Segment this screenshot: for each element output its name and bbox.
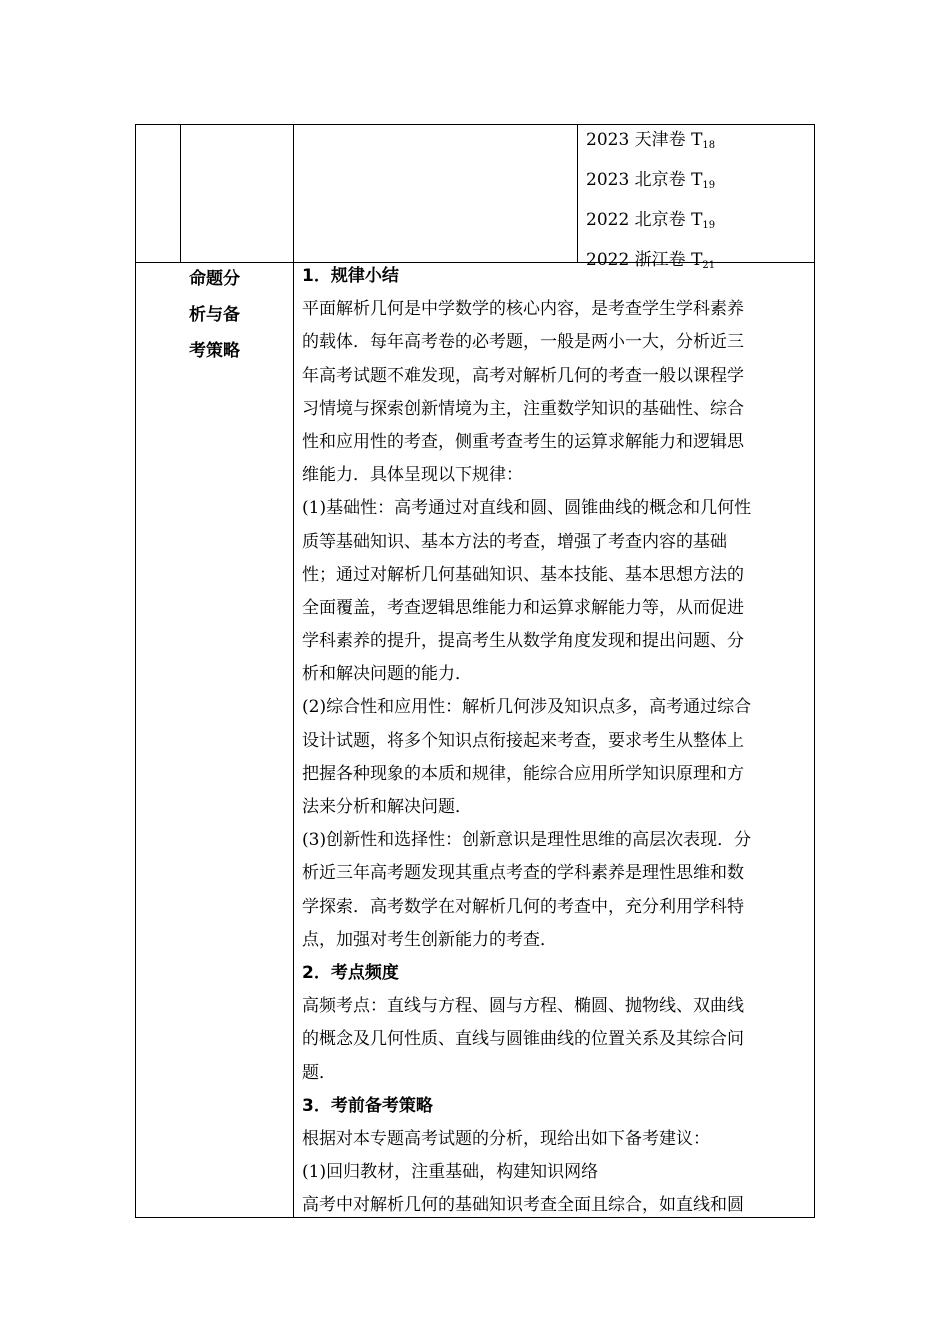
- paragraph-line: 题．: [302, 1062, 336, 1083]
- section-label: [189, 261, 259, 369]
- paragraph-line: 质等基础知识、基本方法的考查，增强了考查内容的基础: [302, 531, 727, 552]
- exam-list: [586, 124, 715, 282]
- section-content: [302, 260, 810, 1222]
- table-border-right: [814, 124, 815, 1218]
- paragraph-line: 全面覆盖，考查逻辑思维能力和运算求解能力等，从而促进: [302, 597, 744, 618]
- label-line: 考策略: [189, 341, 240, 361]
- paragraph-line: 平面解析几何是中学数学的核心内容，是考查学生学科素养: [302, 299, 744, 320]
- paragraph-line: (2)综合性和应用性：解析几何涉及知识点多，高考通过综合: [302, 697, 752, 718]
- paragraph-line: 学探索．高考数学在对解析几何的考查中，充分利用学科特: [302, 896, 744, 917]
- paragraph-line: (1)回归教材，注重基础，构建知识网络: [302, 1162, 599, 1183]
- paragraph-line: 高频考点：直线与方程、圆与方程、椭圆、抛物线、双曲线: [302, 996, 744, 1017]
- exam-item: 2022 北京卷 $T_{19}$: [586, 210, 716, 231]
- paragraph-line: 点，加强对考生创新能力的考查．: [302, 929, 557, 950]
- paragraph-line: 法来分析和解决问题．: [302, 797, 472, 817]
- paragraph-line: 性和应用性的考查，侧重考查考生的运算求解能力和逻辑思: [302, 431, 744, 452]
- section-heading: 2．考点频度: [302, 962, 399, 983]
- paragraph-line: 学科素养的提升，提高考生从数学角度发现和提出问题、分: [302, 631, 744, 652]
- paragraph-line: (3)创新性和选择性：创新意识是理性思维的高层次表现．分: [302, 830, 752, 851]
- column-divider: [293, 124, 294, 1218]
- paragraph-line: 析近三年高考题发现其重点考查的学科素养是理性思维和数: [302, 863, 744, 884]
- top-row-divider-3: [577, 124, 578, 262]
- paragraph-line: 的概念及几何性质、直线与圆锥曲线的位置关系及其综合问: [302, 1029, 744, 1050]
- paragraph-line: 年高考试题不难发现，高考对解析几何的考查一般以课程学: [302, 365, 744, 386]
- paragraph-line: 高考中对解析几何的基础知识考查全面且综合，如直线和圆: [302, 1195, 744, 1216]
- paragraph-line: 习情境与探索创新情境为主，注重数学知识的基础性、综合: [302, 398, 744, 419]
- section-heading: 3．考前备考策略: [302, 1095, 433, 1116]
- section-heading: 1．规律小结: [302, 266, 399, 286]
- exam-item: 2023 北京卷 $T_{19}$: [586, 170, 716, 191]
- paragraph-line: 维能力．具体呈现以下规律：: [302, 465, 523, 486]
- paragraph-line: 把握各种现象的本质和规律，能综合应用所学知识原理和方: [302, 763, 744, 784]
- paragraph-line: 的载体．每年高考卷的必考题，一般是两小一大，分析近三: [302, 332, 744, 353]
- paragraph-line: 设计试题，将多个知识点衔接起来考查，要求考生从整体上: [302, 730, 744, 751]
- exam-item: 2022 浙江卷 $T_{21}$: [586, 250, 716, 271]
- paragraph-line: 根据对本专题高考试题的分析，现给出如下备考建议：: [302, 1128, 710, 1149]
- table-border-left: [135, 124, 136, 1218]
- paragraph-line: 性；通过对解析几何基础知识、基本技能、基本思想方法的: [302, 564, 744, 585]
- label-line: 析与备: [189, 305, 240, 325]
- label-line: 命题分: [189, 269, 240, 289]
- paragraph-line: (1)基础性：高考通过对直线和圆、圆锥曲线的概念和几何性: [302, 498, 752, 519]
- exam-item: 2023 天津卷 $T_{18}$: [586, 130, 716, 151]
- top-row-divider-1: [180, 124, 181, 262]
- strategy-table: [135, 124, 815, 1218]
- paragraph-line: 析和解决问题的能力．: [302, 664, 472, 685]
